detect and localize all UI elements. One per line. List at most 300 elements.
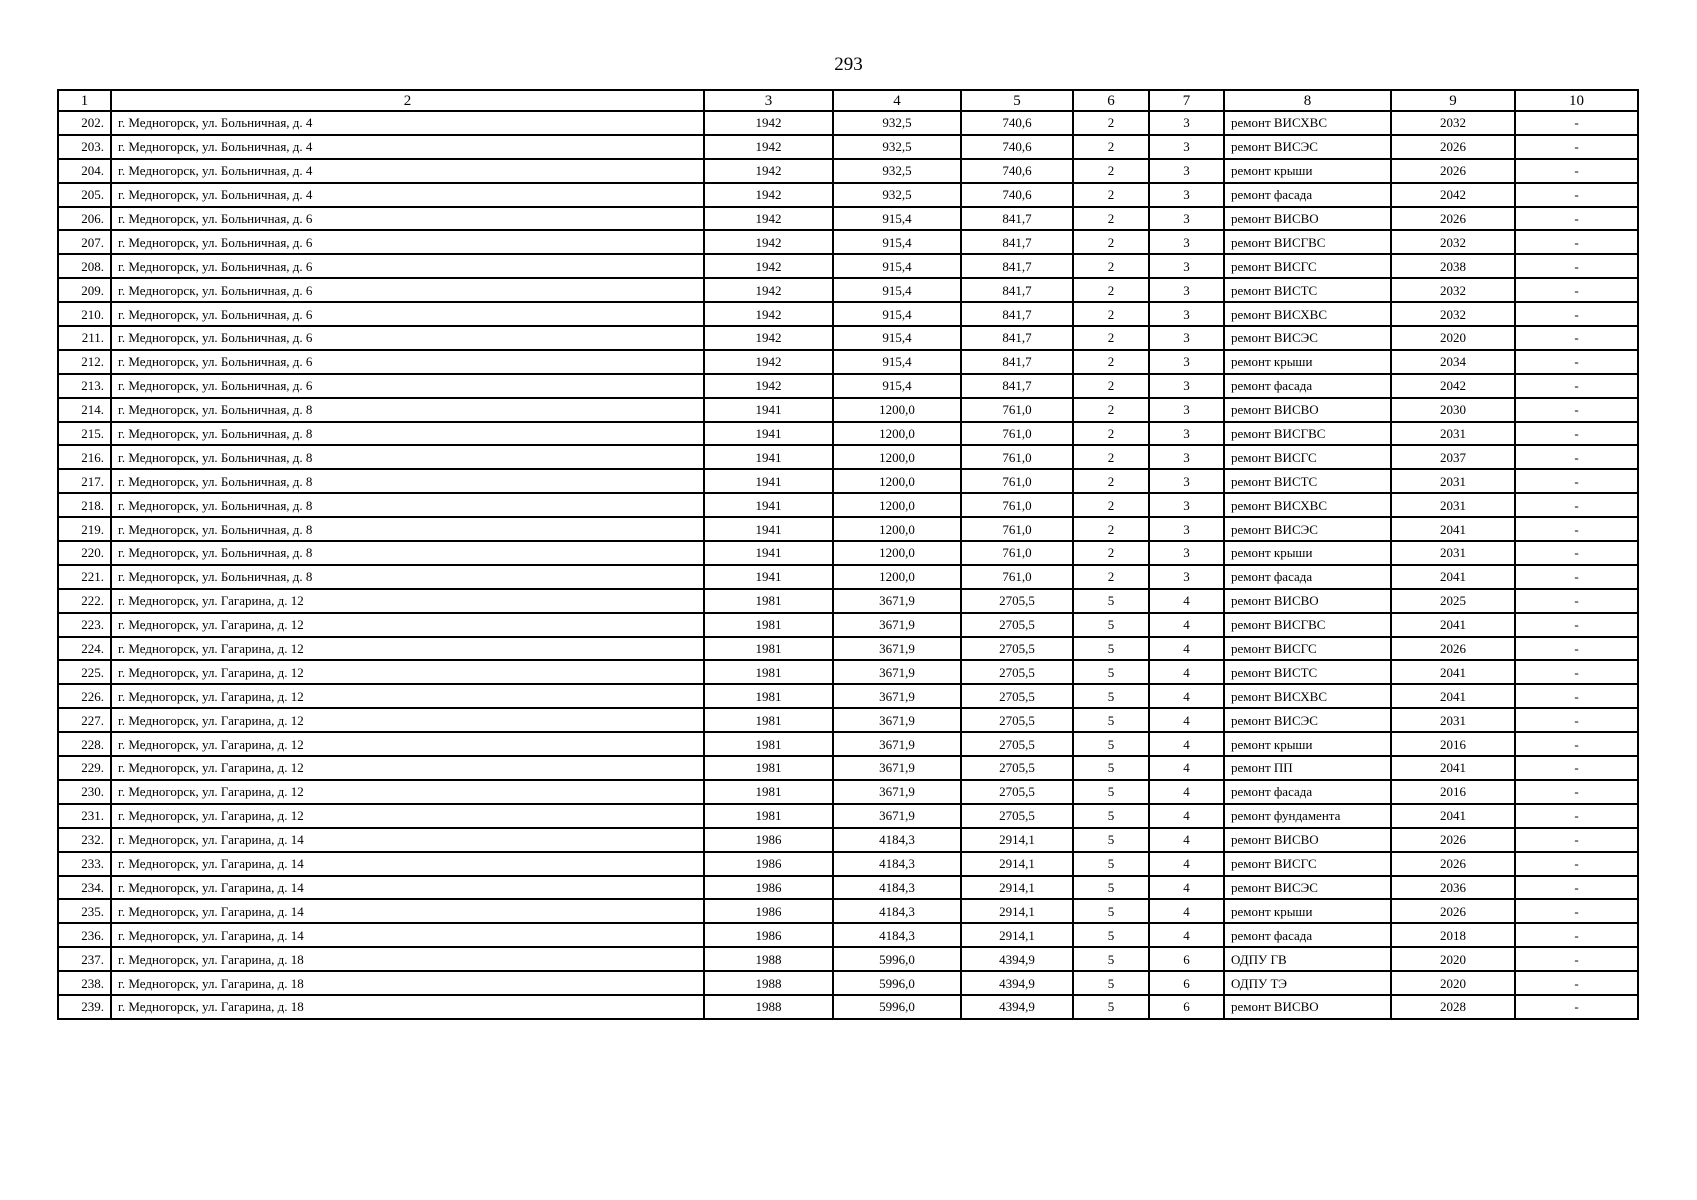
cell-total-area: 915,4 [833, 230, 961, 254]
cell-address: г. Медногорск, ул. Гагарина, д. 14 [111, 852, 704, 876]
cell-note: - [1515, 111, 1638, 135]
cell-floors: 2 [1073, 350, 1149, 374]
cell-note: - [1515, 326, 1638, 350]
cell-total-area: 4184,3 [833, 899, 961, 923]
cell-note: - [1515, 493, 1638, 517]
cell-total-area: 915,4 [833, 326, 961, 350]
header-cell: 1 [58, 90, 111, 111]
cell-floors: 2 [1073, 111, 1149, 135]
cell-build-year: 1942 [704, 207, 833, 231]
cell-entrances: 3 [1149, 350, 1224, 374]
cell-total-area: 3671,9 [833, 660, 961, 684]
cell-planned-year: 2025 [1391, 589, 1515, 613]
cell-planned-year: 2020 [1391, 326, 1515, 350]
cell-total-area: 4184,3 [833, 852, 961, 876]
cell-address: г. Медногорск, ул. Гагарина, д. 12 [111, 637, 704, 661]
cell-total-area: 1200,0 [833, 541, 961, 565]
cell-note: - [1515, 230, 1638, 254]
cell-entrances: 4 [1149, 613, 1224, 637]
cell-note: - [1515, 923, 1638, 947]
cell-floors: 2 [1073, 183, 1149, 207]
cell-entrances: 4 [1149, 780, 1224, 804]
cell-floors: 2 [1073, 565, 1149, 589]
header-row [58, 90, 1638, 111]
cell-planned-year: 2031 [1391, 541, 1515, 565]
cell-address: г. Медногорск, ул. Гагарина, д. 12 [111, 804, 704, 828]
table-row [58, 660, 1638, 684]
cell-address: г. Медногорск, ул. Больничная, д. 6 [111, 230, 704, 254]
cell-row-number: 212. [58, 350, 111, 374]
cell-note: - [1515, 660, 1638, 684]
cell-living-area: 841,7 [961, 254, 1073, 278]
cell-total-area: 3671,9 [833, 756, 961, 780]
table-row [58, 780, 1638, 804]
cell-floors: 5 [1073, 947, 1149, 971]
cell-entrances: 4 [1149, 899, 1224, 923]
table-row [58, 995, 1638, 1019]
cell-address: г. Медногорск, ул. Больничная, д. 8 [111, 398, 704, 422]
cell-living-area: 761,0 [961, 493, 1073, 517]
cell-total-area: 932,5 [833, 159, 961, 183]
cell-build-year: 1988 [704, 995, 833, 1019]
cell-note: - [1515, 852, 1638, 876]
table-row [58, 469, 1638, 493]
cell-address: г. Медногорск, ул. Больничная, д. 6 [111, 302, 704, 326]
cell-planned-year: 2016 [1391, 732, 1515, 756]
cell-entrances: 4 [1149, 660, 1224, 684]
cell-row-number: 202. [58, 111, 111, 135]
cell-living-area: 2914,1 [961, 923, 1073, 947]
table-row [58, 971, 1638, 995]
cell-living-area: 740,6 [961, 135, 1073, 159]
cell-total-area: 915,4 [833, 278, 961, 302]
cell-work-type: ремонт фасада [1224, 565, 1391, 589]
table-row [58, 732, 1638, 756]
cell-work-type: ремонт ВИСГВС [1224, 422, 1391, 446]
cell-address: г. Медногорск, ул. Больничная, д. 8 [111, 469, 704, 493]
cell-row-number: 215. [58, 422, 111, 446]
cell-planned-year: 2041 [1391, 565, 1515, 589]
cell-planned-year: 2031 [1391, 708, 1515, 732]
cell-living-area: 761,0 [961, 517, 1073, 541]
cell-address: г. Медногорск, ул. Гагарина, д. 18 [111, 971, 704, 995]
cell-row-number: 216. [58, 445, 111, 469]
cell-address: г. Медногорск, ул. Больничная, д. 8 [111, 541, 704, 565]
cell-planned-year: 2032 [1391, 302, 1515, 326]
cell-address: г. Медногорск, ул. Гагарина, д. 14 [111, 828, 704, 852]
cell-address: г. Медногорск, ул. Больничная, д. 4 [111, 159, 704, 183]
cell-entrances: 4 [1149, 637, 1224, 661]
table-row [58, 804, 1638, 828]
cell-row-number: 208. [58, 254, 111, 278]
cell-total-area: 932,5 [833, 111, 961, 135]
cell-living-area: 2705,5 [961, 589, 1073, 613]
cell-total-area: 3671,9 [833, 732, 961, 756]
repair-schedule-table [57, 89, 1639, 1020]
cell-planned-year: 2018 [1391, 923, 1515, 947]
table-row [58, 254, 1638, 278]
cell-work-type: ремонт ВИСЭС [1224, 135, 1391, 159]
table-row [58, 302, 1638, 326]
cell-entrances: 3 [1149, 111, 1224, 135]
cell-floors: 5 [1073, 899, 1149, 923]
cell-note: - [1515, 469, 1638, 493]
cell-address: г. Медногорск, ул. Больничная, д. 8 [111, 517, 704, 541]
cell-build-year: 1941 [704, 469, 833, 493]
cell-note: - [1515, 899, 1638, 923]
cell-entrances: 3 [1149, 207, 1224, 231]
cell-total-area: 3671,9 [833, 780, 961, 804]
cell-floors: 5 [1073, 828, 1149, 852]
cell-row-number: 231. [58, 804, 111, 828]
cell-entrances: 3 [1149, 326, 1224, 350]
cell-row-number: 210. [58, 302, 111, 326]
cell-living-area: 740,6 [961, 183, 1073, 207]
cell-note: - [1515, 183, 1638, 207]
cell-note: - [1515, 971, 1638, 995]
cell-build-year: 1942 [704, 326, 833, 350]
cell-build-year: 1942 [704, 254, 833, 278]
cell-entrances: 3 [1149, 493, 1224, 517]
cell-row-number: 207. [58, 230, 111, 254]
cell-entrances: 6 [1149, 995, 1224, 1019]
cell-total-area: 3671,9 [833, 637, 961, 661]
cell-entrances: 6 [1149, 947, 1224, 971]
cell-entrances: 3 [1149, 565, 1224, 589]
cell-address: г. Медногорск, ул. Гагарина, д. 12 [111, 732, 704, 756]
cell-floors: 2 [1073, 230, 1149, 254]
cell-address: г. Медногорск, ул. Больничная, д. 6 [111, 254, 704, 278]
cell-living-area: 841,7 [961, 278, 1073, 302]
cell-entrances: 4 [1149, 923, 1224, 947]
cell-row-number: 235. [58, 899, 111, 923]
cell-address: г. Медногорск, ул. Больничная, д. 6 [111, 374, 704, 398]
cell-address: г. Медногорск, ул. Гагарина, д. 14 [111, 899, 704, 923]
table-row [58, 708, 1638, 732]
cell-row-number: 227. [58, 708, 111, 732]
cell-floors: 5 [1073, 876, 1149, 900]
cell-row-number: 209. [58, 278, 111, 302]
cell-living-area: 761,0 [961, 398, 1073, 422]
cell-total-area: 1200,0 [833, 469, 961, 493]
cell-planned-year: 2031 [1391, 422, 1515, 446]
table-row [58, 111, 1638, 135]
cell-note: - [1515, 541, 1638, 565]
cell-planned-year: 2038 [1391, 254, 1515, 278]
cell-build-year: 1942 [704, 350, 833, 374]
cell-work-type: ремонт фасада [1224, 374, 1391, 398]
cell-living-area: 2705,5 [961, 637, 1073, 661]
cell-planned-year: 2026 [1391, 637, 1515, 661]
cell-work-type: ремонт ВИСВО [1224, 589, 1391, 613]
cell-entrances: 4 [1149, 708, 1224, 732]
cell-planned-year: 2020 [1391, 971, 1515, 995]
cell-row-number: 236. [58, 923, 111, 947]
cell-floors: 5 [1073, 613, 1149, 637]
cell-entrances: 4 [1149, 684, 1224, 708]
cell-build-year: 1986 [704, 852, 833, 876]
table-row [58, 350, 1638, 374]
cell-floors: 5 [1073, 756, 1149, 780]
table-row [58, 517, 1638, 541]
cell-note: - [1515, 613, 1638, 637]
cell-note: - [1515, 254, 1638, 278]
cell-row-number: 213. [58, 374, 111, 398]
cell-entrances: 6 [1149, 971, 1224, 995]
cell-build-year: 1981 [704, 804, 833, 828]
cell-build-year: 1941 [704, 398, 833, 422]
cell-living-area: 740,6 [961, 111, 1073, 135]
table-row [58, 756, 1638, 780]
cell-work-type: ремонт ВИСТС [1224, 469, 1391, 493]
cell-planned-year: 2037 [1391, 445, 1515, 469]
cell-entrances: 4 [1149, 804, 1224, 828]
cell-planned-year: 2041 [1391, 613, 1515, 637]
cell-address: г. Медногорск, ул. Гагарина, д. 18 [111, 947, 704, 971]
cell-note: - [1515, 135, 1638, 159]
cell-note: - [1515, 422, 1638, 446]
cell-note: - [1515, 828, 1638, 852]
cell-living-area: 2705,5 [961, 660, 1073, 684]
cell-entrances: 3 [1149, 254, 1224, 278]
cell-entrances: 4 [1149, 589, 1224, 613]
cell-living-area: 841,7 [961, 326, 1073, 350]
cell-work-type: ремонт ПП [1224, 756, 1391, 780]
cell-total-area: 1200,0 [833, 493, 961, 517]
cell-work-type: ремонт ВИСХВС [1224, 493, 1391, 517]
cell-note: - [1515, 207, 1638, 231]
cell-entrances: 3 [1149, 302, 1224, 326]
cell-work-type: ремонт фасада [1224, 183, 1391, 207]
table-row [58, 183, 1638, 207]
table-body [58, 111, 1638, 1019]
cell-living-area: 2705,5 [961, 732, 1073, 756]
table-row [58, 589, 1638, 613]
header-cell: 2 [111, 90, 704, 111]
cell-note: - [1515, 445, 1638, 469]
cell-total-area: 4184,3 [833, 923, 961, 947]
cell-note: - [1515, 302, 1638, 326]
cell-row-number: 239. [58, 995, 111, 1019]
cell-address: г. Медногорск, ул. Больничная, д. 6 [111, 278, 704, 302]
cell-work-type: ОДПУ ГВ [1224, 947, 1391, 971]
table-row [58, 923, 1638, 947]
cell-total-area: 4184,3 [833, 876, 961, 900]
cell-work-type: ремонт крыши [1224, 350, 1391, 374]
table-row [58, 230, 1638, 254]
cell-entrances: 3 [1149, 374, 1224, 398]
cell-floors: 5 [1073, 637, 1149, 661]
cell-living-area: 2705,5 [961, 756, 1073, 780]
cell-build-year: 1942 [704, 111, 833, 135]
cell-floors: 2 [1073, 207, 1149, 231]
cell-living-area: 2705,5 [961, 708, 1073, 732]
cell-work-type: ремонт крыши [1224, 899, 1391, 923]
cell-planned-year: 2030 [1391, 398, 1515, 422]
cell-address: г. Медногорск, ул. Гагарина, д. 14 [111, 923, 704, 947]
cell-address: г. Медногорск, ул. Гагарина, д. 14 [111, 876, 704, 900]
cell-entrances: 3 [1149, 159, 1224, 183]
cell-planned-year: 2032 [1391, 111, 1515, 135]
table-row [58, 947, 1638, 971]
cell-planned-year: 2032 [1391, 278, 1515, 302]
cell-floors: 2 [1073, 493, 1149, 517]
cell-living-area: 841,7 [961, 350, 1073, 374]
cell-entrances: 4 [1149, 732, 1224, 756]
cell-note: - [1515, 947, 1638, 971]
cell-build-year: 1988 [704, 947, 833, 971]
table-row [58, 684, 1638, 708]
cell-floors: 2 [1073, 302, 1149, 326]
cell-build-year: 1981 [704, 708, 833, 732]
cell-entrances: 3 [1149, 135, 1224, 159]
cell-build-year: 1942 [704, 135, 833, 159]
cell-living-area: 2705,5 [961, 684, 1073, 708]
cell-living-area: 2914,1 [961, 899, 1073, 923]
cell-address: г. Медногорск, ул. Больничная, д. 6 [111, 326, 704, 350]
cell-row-number: 206. [58, 207, 111, 231]
cell-row-number: 228. [58, 732, 111, 756]
cell-row-number: 214. [58, 398, 111, 422]
cell-build-year: 1981 [704, 589, 833, 613]
cell-planned-year: 2026 [1391, 159, 1515, 183]
cell-planned-year: 2026 [1391, 852, 1515, 876]
table-row [58, 422, 1638, 446]
header-cell: 6 [1073, 90, 1149, 111]
cell-total-area: 3671,9 [833, 589, 961, 613]
cell-floors: 5 [1073, 971, 1149, 995]
cell-note: - [1515, 995, 1638, 1019]
cell-living-area: 2705,5 [961, 613, 1073, 637]
cell-note: - [1515, 684, 1638, 708]
cell-address: г. Медногорск, ул. Больничная, д. 4 [111, 111, 704, 135]
cell-address: г. Медногорск, ул. Больничная, д. 8 [111, 565, 704, 589]
cell-living-area: 761,0 [961, 422, 1073, 446]
cell-note: - [1515, 159, 1638, 183]
cell-planned-year: 2032 [1391, 230, 1515, 254]
cell-entrances: 4 [1149, 852, 1224, 876]
cell-planned-year: 2034 [1391, 350, 1515, 374]
cell-total-area: 915,4 [833, 254, 961, 278]
header-cell: 7 [1149, 90, 1224, 111]
cell-row-number: 229. [58, 756, 111, 780]
cell-build-year: 1981 [704, 684, 833, 708]
table-row [58, 541, 1638, 565]
cell-address: г. Медногорск, ул. Гагарина, д. 12 [111, 708, 704, 732]
cell-living-area: 841,7 [961, 230, 1073, 254]
cell-planned-year: 2041 [1391, 804, 1515, 828]
table-row [58, 565, 1638, 589]
cell-floors: 2 [1073, 159, 1149, 183]
cell-planned-year: 2026 [1391, 828, 1515, 852]
cell-work-type: ремонт ВИСГВС [1224, 230, 1391, 254]
header-cell: 3 [704, 90, 833, 111]
cell-work-type: ремонт ВИСЭС [1224, 517, 1391, 541]
cell-floors: 2 [1073, 135, 1149, 159]
cell-row-number: 211. [58, 326, 111, 350]
cell-build-year: 1941 [704, 493, 833, 517]
cell-work-type: ремонт крыши [1224, 159, 1391, 183]
cell-address: г. Медногорск, ул. Больничная, д. 4 [111, 135, 704, 159]
cell-work-type: ремонт ВИСГС [1224, 637, 1391, 661]
table-row [58, 445, 1638, 469]
cell-floors: 2 [1073, 278, 1149, 302]
cell-floors: 5 [1073, 852, 1149, 876]
table-row [58, 374, 1638, 398]
cell-total-area: 915,4 [833, 350, 961, 374]
cell-floors: 5 [1073, 995, 1149, 1019]
cell-address: г. Медногорск, ул. Больничная, д. 8 [111, 493, 704, 517]
cell-total-area: 1200,0 [833, 422, 961, 446]
cell-row-number: 232. [58, 828, 111, 852]
cell-living-area: 761,0 [961, 445, 1073, 469]
cell-work-type: ремонт ВИСХВС [1224, 111, 1391, 135]
cell-build-year: 1942 [704, 159, 833, 183]
cell-living-area: 2914,1 [961, 828, 1073, 852]
header-cell: 4 [833, 90, 961, 111]
header-cell: 10 [1515, 90, 1638, 111]
cell-row-number: 224. [58, 637, 111, 661]
cell-living-area: 841,7 [961, 374, 1073, 398]
cell-work-type: ремонт ВИСГС [1224, 445, 1391, 469]
cell-entrances: 4 [1149, 756, 1224, 780]
cell-row-number: 217. [58, 469, 111, 493]
cell-living-area: 4394,9 [961, 947, 1073, 971]
cell-row-number: 225. [58, 660, 111, 684]
cell-build-year: 1981 [704, 637, 833, 661]
cell-total-area: 1200,0 [833, 565, 961, 589]
cell-entrances: 3 [1149, 541, 1224, 565]
cell-planned-year: 2026 [1391, 207, 1515, 231]
cell-work-type: ремонт ВИСТС [1224, 660, 1391, 684]
cell-address: г. Медногорск, ул. Гагарина, д. 18 [111, 995, 704, 1019]
cell-note: - [1515, 517, 1638, 541]
cell-planned-year: 2041 [1391, 756, 1515, 780]
cell-total-area: 915,4 [833, 207, 961, 231]
header-cell: 5 [961, 90, 1073, 111]
cell-work-type: ремонт ВИСГС [1224, 254, 1391, 278]
cell-planned-year: 2041 [1391, 660, 1515, 684]
cell-work-type: ремонт ВИСВО [1224, 207, 1391, 231]
cell-floors: 5 [1073, 804, 1149, 828]
cell-floors: 5 [1073, 923, 1149, 947]
table-row [58, 828, 1638, 852]
cell-work-type: ОДПУ ТЭ [1224, 971, 1391, 995]
cell-total-area: 4184,3 [833, 828, 961, 852]
cell-total-area: 5996,0 [833, 947, 961, 971]
cell-build-year: 1941 [704, 541, 833, 565]
cell-planned-year: 2042 [1391, 374, 1515, 398]
cell-address: г. Медногорск, ул. Гагарина, д. 12 [111, 660, 704, 684]
cell-floors: 5 [1073, 589, 1149, 613]
cell-note: - [1515, 732, 1638, 756]
cell-build-year: 1942 [704, 230, 833, 254]
cell-build-year: 1942 [704, 374, 833, 398]
cell-note: - [1515, 565, 1638, 589]
cell-entrances: 3 [1149, 517, 1224, 541]
cell-work-type: ремонт фасада [1224, 923, 1391, 947]
cell-planned-year: 2026 [1391, 135, 1515, 159]
cell-work-type: ремонт ВИСХВС [1224, 684, 1391, 708]
cell-row-number: 233. [58, 852, 111, 876]
cell-build-year: 1986 [704, 828, 833, 852]
cell-entrances: 3 [1149, 422, 1224, 446]
cell-work-type: ремонт ВИСГС [1224, 852, 1391, 876]
cell-build-year: 1981 [704, 660, 833, 684]
cell-row-number: 218. [58, 493, 111, 517]
cell-work-type: ремонт ВИСВО [1224, 398, 1391, 422]
cell-build-year: 1941 [704, 422, 833, 446]
